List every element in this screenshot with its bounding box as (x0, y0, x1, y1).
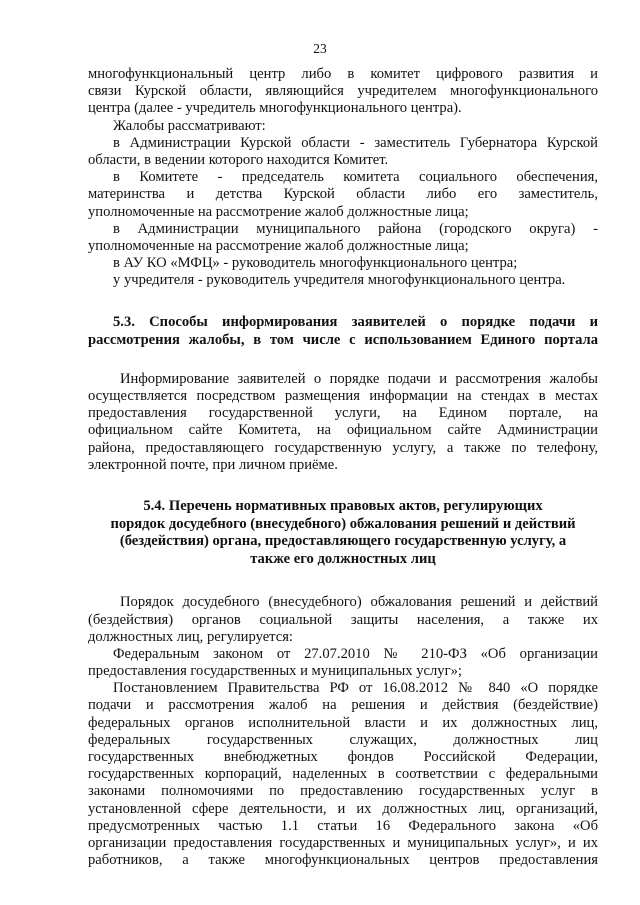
paragraph-municipal (88, 221, 598, 255)
text-line: в Администрации Курской области - заместитель Губернатора Курской (113, 134, 598, 151)
paragraph-government-decree (88, 680, 598, 869)
paragraph-mfc-continuation (88, 66, 598, 118)
heading-line: 5.4. Перечень нормативных правовых актов, регулирующих (143, 497, 543, 514)
text-line: в Комитете - председатель комитета социального обеспечения, (113, 169, 598, 186)
text-line: Порядок досудебного (внесудебного) обжалования решений и действий (120, 594, 598, 611)
paragraph-founder: у учредителя - руководитель учредителя многофункционального центра. (113, 272, 566, 289)
heading-line: (бездействия) органа, предоставляющего государственную услугу, а (119, 533, 567, 550)
paragraph-informing (88, 371, 598, 474)
text-line: Федеральным законом от 27.07.2010 № 210-ФЗ «Об организации (113, 645, 598, 662)
paragraph-federal-law (88, 646, 598, 680)
heading-5-4 (88, 498, 598, 568)
paragraph-appeal-procedure (88, 594, 598, 646)
paragraph-committee (88, 169, 598, 221)
text-line: электронной почте, при личном приёме. (88, 456, 338, 473)
text-line: работников, а также многофункциональных центров предоставления (88, 852, 598, 869)
text-line: официальном сайте Комитета, на официальном сайте Администрации (88, 422, 598, 439)
heading-line: порядок досудебного (внесудебного) обжалования решений и действий (110, 515, 576, 532)
text-line: (бездействия) органов социальной защиты населения, а также их (88, 611, 598, 628)
text-line: законами полномочиями по предоставлению государственных услуг в (88, 783, 598, 800)
text-line: многофункциональный центр либо в комитет цифрового развития и (88, 66, 598, 82)
text-line: федеральных органов исполнительной власти и их должностных лиц, (88, 714, 598, 731)
paragraph-administration (88, 135, 598, 169)
text-line: центра (далее - учредитель многофункционального центра). (88, 100, 462, 117)
paragraph-complaints-reviewed: Жалобы рассматривают: (113, 117, 266, 134)
paragraph-mfc-head: в АУ КО «МФЦ» - руководитель многофункционального центра; (113, 255, 518, 272)
text-line: организации предоставления государственных и муниципальных услуг», и их (88, 834, 598, 851)
text-line: предоставления государственных и муниципальных услуг»; (88, 663, 462, 680)
heading-line: 5.3. Способы информирования заявителей о порядке подачи и (113, 314, 598, 331)
text-line: государственных корпораций, наделенных в соответствии с федеральными (88, 766, 598, 783)
text-line: материнства и детства Курской области либо его заместитель, (88, 186, 598, 203)
text-line: предусмотренных частью 1.1 статьи 16 Федерального закона «Об (88, 817, 598, 834)
document-body (88, 66, 598, 869)
text-line: должностных лиц, регулируется: (88, 628, 293, 645)
text-line: предоставления государственной услуги, на Едином портале, на (88, 405, 598, 422)
text-line: уполномоченные на рассмотрение жалоб должностные лица; (88, 203, 469, 220)
text-line: подачи и рассмотрения жалоб на решения и действия (бездействие) (88, 697, 598, 714)
page-number: 23 (313, 41, 327, 56)
heading-line: также его должностных лиц (250, 550, 436, 567)
text-line: в Администрации муниципального района (городского округа) - (113, 220, 598, 237)
text-line: установленной сфере деятельности, и их должностных лиц, организаций, (88, 800, 598, 817)
heading-5-3 (88, 314, 598, 348)
heading-line: рассмотрения жалобы, в том числе с использованием Единого портала (88, 331, 598, 348)
text-line: федеральных государственных служащих, должностных лиц (88, 731, 598, 748)
text-line: государственных внебюджетных фондов Российской Федерации, (88, 749, 598, 765)
text-line: Информирование заявителей о порядке подачи и рассмотрения жалобы (120, 370, 598, 387)
text-line: области, в ведении которого находится Комитет. (88, 151, 389, 168)
text-line: района, предоставляющего государственную услугу, а также по телефону, (88, 439, 598, 456)
text-line: связи Курской области, являющийся учредителем многофункционального (88, 83, 598, 100)
text-line: осуществляется посредством размещения информации на стендах в местах (88, 388, 598, 404)
text-line: уполномоченные на рассмотрение жалоб должностные лица; (88, 237, 469, 254)
text-line: Постановлением Правительства РФ от 16.08.2012 № 840 «О порядке (113, 680, 598, 697)
